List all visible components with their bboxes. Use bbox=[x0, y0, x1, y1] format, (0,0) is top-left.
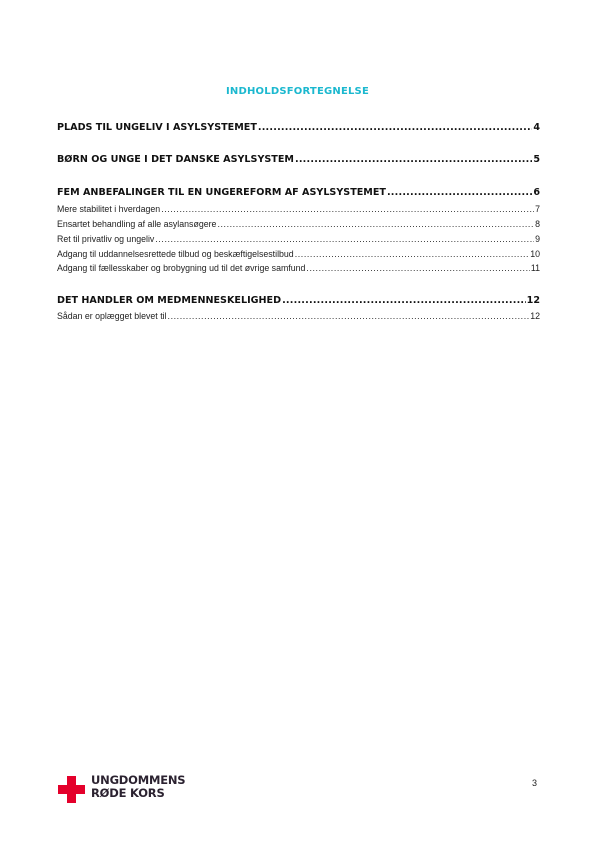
toc-entry-label: Adgang til fællesskaber og brobygning ud til det øvrige samfund bbox=[57, 263, 306, 273]
toc-entry-page: 11 bbox=[530, 263, 540, 273]
toc-entry-adgang-uddannelse[interactable] bbox=[57, 249, 540, 259]
toc-entry-mere-stabilitet[interactable] bbox=[57, 204, 540, 214]
toc-leader-dots bbox=[295, 249, 530, 259]
toc-entry-label: PLADS TIL UNGELIV I ASYLSYSTEMET bbox=[57, 122, 257, 133]
toc-entry-ret-til-privatliv[interactable] bbox=[57, 234, 540, 244]
toc-entry-page: 12 bbox=[526, 295, 540, 306]
toc-entry-label: DET HANDLER OM MEDMENNESKELIGHED bbox=[57, 295, 282, 306]
toc-entry-page: 10 bbox=[530, 249, 540, 259]
toc-leader-dots bbox=[168, 311, 530, 321]
toc-entry-ensartet-behandling[interactable] bbox=[57, 219, 540, 229]
toc-title: INDHOLDSFORTEGNELSE bbox=[226, 86, 369, 97]
logo-wordmark bbox=[91, 774, 185, 800]
toc-entry-page: 6 bbox=[533, 187, 540, 198]
toc-entry-adgang-faellesskaber[interactable] bbox=[57, 263, 540, 273]
red-cross-icon bbox=[58, 776, 85, 803]
toc-entry-fem-anbefalinger[interactable] bbox=[57, 187, 540, 198]
logo-line-2: RØDE KORS bbox=[91, 786, 165, 800]
toc-leader-dots bbox=[161, 204, 534, 214]
toc-entry-label: Sådan er oplægget blevet til bbox=[57, 311, 167, 321]
toc-leader-dots bbox=[155, 234, 534, 244]
toc-leader-dots bbox=[282, 295, 526, 306]
toc-entry-saadan-er-oplaegget[interactable] bbox=[57, 311, 540, 321]
toc-entry-page: 9 bbox=[535, 234, 540, 244]
toc-entry-page: 12 bbox=[530, 311, 540, 321]
toc-leader-dots bbox=[217, 219, 534, 229]
toc-entry-page: 8 bbox=[535, 219, 540, 229]
toc-entry-label: BØRN OG UNGE I DET DANSKE ASYLSYSTEM bbox=[57, 154, 294, 165]
toc-entry-page: 4 bbox=[533, 122, 540, 133]
toc-entry-label: Mere stabilitet i hverdagen bbox=[57, 204, 161, 214]
toc-leader-dots bbox=[306, 263, 529, 273]
toc-entry-page: 5 bbox=[533, 154, 540, 165]
toc-entry-label: Adgang til uddannelsesrettede tilbud og beskæftigelsestilbud bbox=[57, 249, 294, 259]
toc-entry-boern-og-unge[interactable] bbox=[57, 154, 540, 165]
ungdommens-roede-kors-logo bbox=[58, 772, 188, 804]
toc-entry-label: FEM ANBEFALINGER TIL EN UNGEREFORM AF ASYLSYSTEMET bbox=[57, 187, 386, 198]
toc-entry-label: Ret til privatliv og ungeliv bbox=[57, 234, 155, 244]
toc-leader-dots bbox=[295, 154, 532, 165]
page-number: 3 bbox=[532, 778, 538, 788]
toc-leader-dots bbox=[258, 122, 532, 133]
toc-entry-page: 7 bbox=[535, 204, 540, 214]
toc-entry-medmenneskelighed[interactable] bbox=[57, 295, 540, 306]
toc-leader-dots bbox=[387, 187, 532, 198]
logo-line-1: UNGDOMMENS bbox=[91, 773, 186, 787]
toc-entry-plads-til-ungeliv[interactable] bbox=[57, 122, 540, 133]
toc-entry-label: Ensartet behandling af alle asylansøgere bbox=[57, 219, 217, 229]
